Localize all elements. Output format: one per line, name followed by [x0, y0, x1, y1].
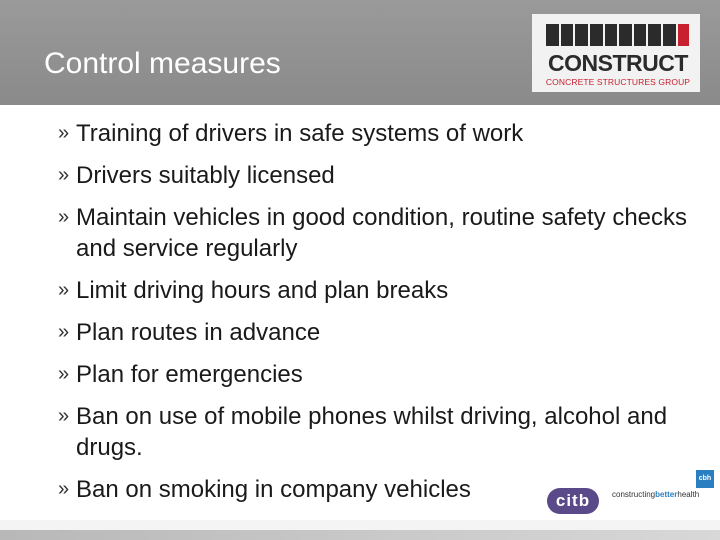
bullet-marker: » — [58, 405, 70, 427]
bullet-marker: » — [58, 321, 70, 343]
slide-title: Control measures — [44, 47, 281, 80]
construct-logo — [532, 14, 700, 92]
bullet-text: Ban on smoking in company vehicles — [76, 476, 471, 503]
bullet-item — [58, 275, 698, 306]
bullet-marker: » — [58, 279, 70, 301]
footer-line — [0, 530, 720, 540]
bullet-item — [58, 317, 698, 348]
bullet-list — [58, 118, 698, 516]
bullet-item — [58, 474, 698, 505]
constructing-better-health-logo — [612, 470, 716, 516]
slide-header — [0, 0, 720, 105]
bullet-text: Plan routes in advance — [76, 319, 321, 346]
cbh-badge-icon: cbh — [696, 470, 714, 488]
bullet-text: Plan for emergencies — [76, 361, 303, 388]
bullet-text: Maintain vehicles in good condition, routine safety checks and service regularly — [76, 204, 688, 262]
logo-wordmark: CONSTRUCT — [548, 50, 688, 76]
bullet-marker: » — [58, 164, 70, 186]
bullet-marker: » — [58, 478, 70, 500]
bullet-text: Training of drivers in safe systems of work — [76, 120, 524, 147]
bullet-text: Limit driving hours and plan breaks — [76, 277, 449, 304]
bullet-item — [58, 118, 698, 149]
bullet-item — [58, 359, 698, 390]
bullet-item — [58, 401, 698, 463]
logo-bars-graphic — [546, 24, 689, 46]
bullet-marker: » — [58, 122, 70, 144]
bullet-item — [58, 160, 698, 191]
bullet-marker: » — [58, 363, 70, 385]
bullet-marker: » — [58, 206, 70, 228]
bullet-text: Ban on use of mobile phones whilst driving, alcohol and drugs. — [76, 403, 668, 461]
citb-logo: citb — [547, 488, 599, 514]
bullet-text: Drivers suitably licensed — [76, 162, 335, 189]
logo-subtitle: CONCRETE STRUCTURES GROUP — [545, 77, 691, 87]
bullet-item — [58, 202, 698, 264]
cbh-wordmark: constructingbetterhealth — [612, 490, 700, 499]
